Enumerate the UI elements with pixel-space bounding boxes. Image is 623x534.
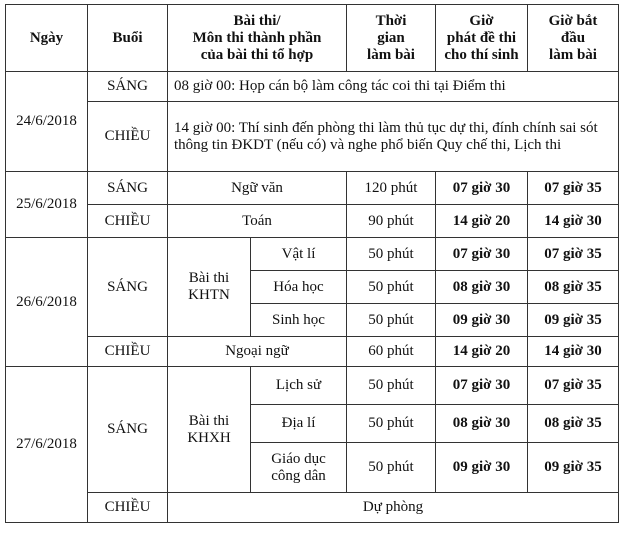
header-handout-line: phát đề thi <box>446 29 517 46</box>
group-label-line: Bài thi <box>188 412 230 429</box>
handout-time-cell: 09 giờ 30 <box>436 304 528 337</box>
start-time-cell: 09 giờ 35 <box>528 304 619 337</box>
handout-time-cell: 08 giờ 30 <box>436 405 528 443</box>
subject-cell: Vật lí <box>251 238 347 271</box>
table-row <box>6 102 619 172</box>
start-time-cell: 08 giờ 35 <box>528 405 619 443</box>
start-time-cell: 07 giờ 35 <box>528 238 619 271</box>
session-cell: SÁNG <box>88 238 168 337</box>
header-start-line: làm bài <box>549 46 597 63</box>
table-row <box>6 367 619 405</box>
header-row <box>6 5 619 72</box>
handout-time-cell: 07 giờ 30 <box>436 238 528 271</box>
session-cell: SÁNG <box>88 172 168 205</box>
handout-time-cell: 14 giờ 20 <box>436 337 528 367</box>
subject-cell: Địa lí <box>251 405 347 443</box>
group-label-line: KHXH <box>187 429 231 446</box>
header-start <box>528 5 619 72</box>
subject-line: công dân <box>271 467 326 484</box>
subject-cell: Ngữ văn <box>168 172 347 205</box>
subject-cell: Sinh học <box>251 304 347 337</box>
session-cell: CHIỀU <box>88 337 168 367</box>
date-cell: 24/6/2018 <box>6 72 88 172</box>
handout-time-cell: 07 giờ 30 <box>436 172 528 205</box>
start-time-cell: 14 giờ 30 <box>528 205 619 238</box>
group-label-line: Bài thi <box>188 270 230 286</box>
start-time-cell: 09 giờ 35 <box>528 443 619 493</box>
header-handout <box>436 5 528 72</box>
handout-time-cell: 09 giờ 30 <box>436 443 528 493</box>
subject-cell: Toán <box>168 205 347 238</box>
header-handout-line: Giờ <box>469 12 494 29</box>
header-handout-line: cho thí sinh <box>444 46 519 63</box>
group-label-line: KHTN <box>188 287 230 303</box>
group-cell <box>168 367 251 493</box>
date-cell: 25/6/2018 <box>6 172 88 238</box>
table-row <box>6 493 619 523</box>
start-time-cell: 07 giờ 35 <box>528 172 619 205</box>
table-row <box>6 172 619 205</box>
duration-cell: 50 phút <box>347 304 436 337</box>
handout-time-cell: 14 giờ 20 <box>436 205 528 238</box>
subject-cell: Hóa học <box>251 271 347 304</box>
header-subject-line: Môn thi thành phần <box>192 29 322 46</box>
header-duration-line: làm bài <box>367 46 415 63</box>
header-start-line: Giờ bắt <box>548 12 598 29</box>
start-time-cell: 14 giờ 30 <box>528 337 619 367</box>
header-subject <box>168 5 347 72</box>
table-row <box>6 205 619 238</box>
header-subject-line: của bài thi tổ hợp <box>200 46 314 63</box>
duration-cell: 120 phút <box>347 172 436 205</box>
note-cell: 14 giờ 00: Thí sinh đến phòng thi làm thủ tục dự thi, đính chính sai sót thông tin ĐKDT (nếu có) và nghe phổ biến Quy chế thi, Lịch thi <box>168 102 619 172</box>
duration-cell: 90 phút <box>347 205 436 238</box>
header-duration-line: gian <box>377 29 405 46</box>
table-row <box>6 238 619 271</box>
header-duration-line: Thời <box>375 12 407 29</box>
duration-cell: 60 phút <box>347 337 436 367</box>
note-cell: Dự phòng <box>168 493 619 523</box>
date-cell: 27/6/2018 <box>6 367 88 523</box>
header-day: Ngày <box>6 5 88 72</box>
table-row <box>6 72 619 102</box>
exam-schedule <box>5 4 619 523</box>
subject-cell <box>251 443 347 493</box>
start-time-cell: 08 giờ 35 <box>528 271 619 304</box>
subject-cell: Ngoại ngữ <box>168 337 347 367</box>
subject-line: Giáo dục <box>271 450 326 467</box>
duration-cell: 50 phút <box>347 271 436 304</box>
handout-time-cell: 08 giờ 30 <box>436 271 528 304</box>
table-row <box>6 337 619 367</box>
header-start-line: đầu <box>560 29 586 46</box>
session-cell: CHIỀU <box>88 205 168 238</box>
session-cell: SÁNG <box>88 367 168 493</box>
subject-cell: Lịch sử <box>251 367 347 405</box>
header-session: Buổi <box>88 5 168 72</box>
duration-cell: 50 phút <box>347 405 436 443</box>
session-cell: SÁNG <box>88 72 168 102</box>
exam-schedule-table <box>5 4 619 523</box>
header-subject-line: Bài thi/ <box>233 12 281 29</box>
start-time-cell: 07 giờ 35 <box>528 367 619 405</box>
duration-cell: 50 phút <box>347 443 436 493</box>
duration-cell: 50 phút <box>347 238 436 271</box>
date-cell: 26/6/2018 <box>6 238 88 367</box>
session-cell: CHIỀU <box>88 493 168 523</box>
header-duration <box>347 5 436 72</box>
handout-time-cell: 07 giờ 30 <box>436 367 528 405</box>
duration-cell: 50 phút <box>347 367 436 405</box>
group-cell <box>168 238 251 337</box>
note-cell: 08 giờ 00: Họp cán bộ làm công tác coi thi tại Điểm thi <box>168 72 619 102</box>
session-cell: CHIỀU <box>88 102 168 172</box>
